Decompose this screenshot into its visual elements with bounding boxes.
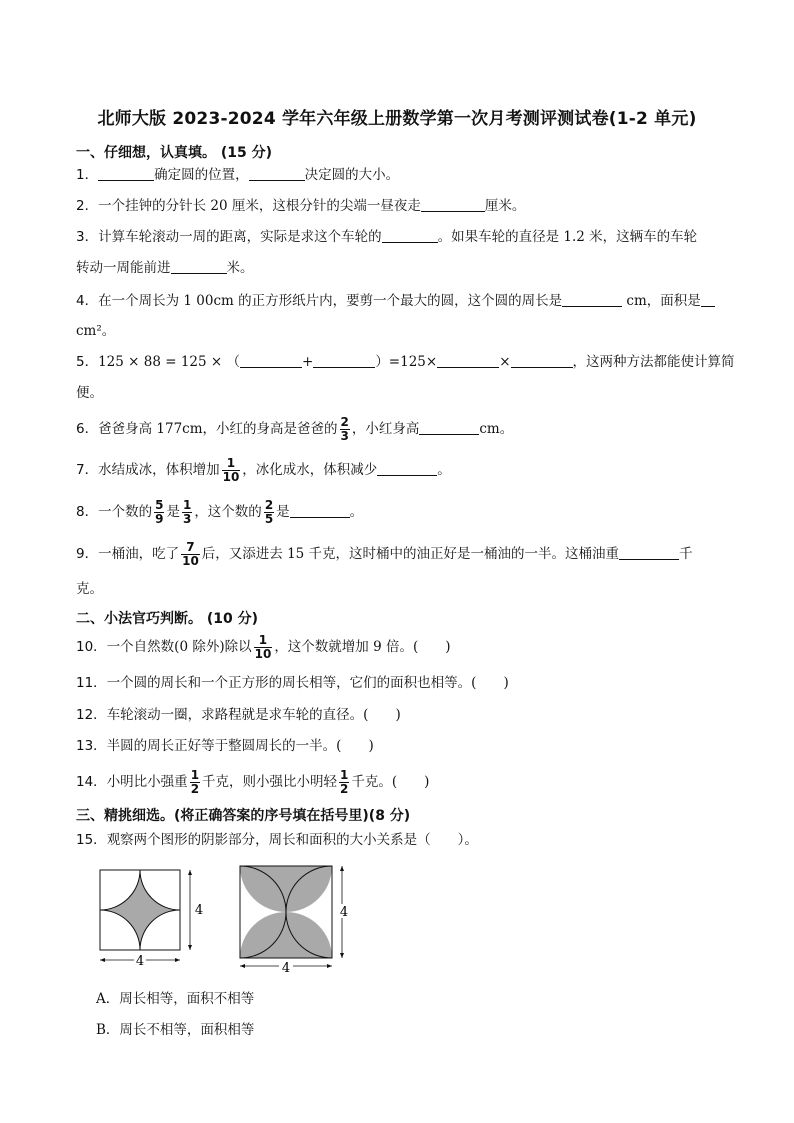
- question-number: 13．: [76, 738, 107, 754]
- denominator: 3: [340, 429, 349, 443]
- question-number: 4．: [76, 293, 99, 309]
- question-text: ，这个数的: [194, 504, 262, 520]
- question-number: 1．: [76, 167, 99, 183]
- question-number: 6．: [76, 421, 99, 437]
- question-text: 半圆的周长正好等于整圆周长的一半。( ): [106, 738, 374, 754]
- answer-blank[interactable]: [377, 461, 437, 476]
- fraction: [264, 499, 274, 526]
- question-number: 10．: [76, 639, 107, 655]
- question-text: 米。: [226, 260, 254, 276]
- question-15: [76, 825, 746, 855]
- denominator: 10: [222, 470, 240, 484]
- denominator: 5: [264, 512, 274, 526]
- question-text: 125 × 88 = 125 × （: [98, 354, 240, 370]
- question-text: 千: [679, 546, 693, 562]
- numerator: 1: [190, 768, 200, 782]
- fraction: [222, 457, 241, 484]
- question-8: [76, 497, 746, 527]
- question-number: 14．: [76, 774, 107, 790]
- question-9-line-2: [76, 574, 746, 604]
- figure-square-semicircles: [234, 862, 354, 974]
- question-text: cm²。: [76, 323, 116, 339]
- arrow-head: [175, 958, 180, 962]
- question-text: 一个数的: [98, 504, 153, 520]
- question-text: 一桶油，吃了: [98, 546, 180, 562]
- section-heading-judge: 二、小法官巧判断。 (10 分): [76, 611, 259, 627]
- option-a[interactable]: A．周长相等，面积不相等: [96, 991, 255, 1007]
- question-6: [76, 414, 746, 444]
- numerator: 2: [264, 498, 274, 512]
- numerator: 1: [258, 633, 268, 647]
- option-b[interactable]: B．周长不相等，面积相等: [96, 1022, 255, 1038]
- question-text: 是: [276, 504, 290, 520]
- question-text: cm。: [479, 421, 514, 437]
- question-10: [76, 632, 746, 662]
- question-3: [76, 222, 746, 252]
- question-number: 9．: [76, 546, 99, 562]
- answer-blank[interactable]: [511, 353, 573, 368]
- arrow-head: [188, 945, 192, 950]
- denominator: 3: [182, 512, 192, 526]
- numerator: 1: [182, 498, 192, 512]
- question-text: 水结成冰，体积增加: [98, 462, 220, 478]
- arrow-head: [240, 964, 245, 968]
- question-text: cm，面积是: [622, 293, 701, 309]
- dimension-label-bottom: 4: [135, 954, 145, 969]
- question-text: 一个自然数(0 除外)除以: [106, 639, 252, 655]
- answer-blank[interactable]: [419, 420, 479, 435]
- question-2: [76, 191, 746, 221]
- question-number: 2．: [76, 198, 99, 214]
- answer-blank[interactable]: [249, 166, 305, 181]
- question-text: ×: [499, 354, 511, 370]
- question-text: 是: [166, 504, 180, 520]
- section-heading-choice: 三、精挑细选。(将正确答案的序号填在括号里)(8 分): [76, 808, 411, 824]
- question-number: 8．: [76, 504, 99, 520]
- arrow-head: [340, 866, 344, 871]
- question-text: 在一个周长为 1 00cm 的正方形纸片内，要剪一个最大的圆，这个圆的周长是: [98, 293, 563, 309]
- answer-blank[interactable]: [313, 353, 375, 368]
- question-text: 计算车轮滚动一周的距离，实际是求这个车轮的: [98, 229, 382, 245]
- question-14: [76, 767, 746, 797]
- question-11: [76, 668, 746, 698]
- answer-blank[interactable]: [562, 292, 622, 307]
- question-13: [76, 731, 746, 761]
- question-number: 7．: [76, 462, 99, 478]
- question-text: 观察两个图形的阴影部分，周长和面积的大小关系是（ ）。: [106, 832, 478, 848]
- arrow-head: [100, 958, 105, 962]
- question-text: 一个挂钟的分针长 20 厘米，这根分针的尖端一昼夜走: [98, 198, 421, 214]
- question-number: 11．: [76, 675, 107, 691]
- page-title: 北师大版 2023-2024 学年六年级上册数学第一次月考测评测试卷(1-2 单元): [97, 109, 697, 129]
- question-4: [76, 286, 746, 316]
- question-7: [76, 455, 746, 485]
- answer-blank[interactable]: [98, 166, 154, 181]
- question-text: 。如果车轮的直径是 1.2 米，这辆车的车轮: [437, 229, 698, 245]
- fraction: [181, 541, 200, 568]
- answer-blank[interactable]: [240, 353, 302, 368]
- question-text: 确定圆的位置，: [154, 167, 249, 183]
- question-5: [76, 347, 746, 377]
- question-text: 千克，则小强比小明轻: [202, 774, 338, 790]
- question-number: 15．: [76, 832, 107, 848]
- question-number: 12．: [76, 707, 107, 723]
- numerator: 1: [226, 456, 236, 470]
- question-text: 爸爸身高 177cm，小红的身高是爸爸的: [98, 421, 338, 437]
- answer-blank[interactable]: [382, 228, 438, 243]
- question-text: ）=125×: [375, 354, 438, 370]
- figure-square-star: [92, 862, 207, 972]
- dimension-label-bottom: 4: [281, 961, 291, 974]
- answer-blank[interactable]: [421, 197, 485, 212]
- fraction: [182, 499, 192, 526]
- question-number: 3．: [76, 229, 99, 245]
- question-text: ，小红身高: [351, 421, 420, 437]
- question-text: 厘米。: [484, 198, 526, 214]
- denominator: 10: [254, 647, 272, 661]
- question-5-line-2: [76, 378, 746, 408]
- question-text: 便。: [76, 385, 103, 401]
- arrow-head: [340, 953, 344, 958]
- question-text: 车轮滚动一圈，求路程就是求车轮的直径。( ): [106, 707, 401, 723]
- question-text: 克。: [76, 581, 103, 597]
- question-text: 千克。( ): [351, 774, 430, 790]
- answer-blank[interactable]: [171, 259, 227, 274]
- question-text: ，冰化成水，体积减少: [242, 462, 378, 478]
- fraction: [154, 499, 164, 526]
- denominator: 10: [182, 554, 199, 568]
- answer-blank[interactable]: [701, 292, 715, 307]
- numerator: 2: [340, 415, 349, 429]
- question-text: ，这个数就增加 9 倍。( ): [274, 639, 451, 655]
- answer-blank[interactable]: [619, 545, 679, 560]
- question-12: [76, 700, 746, 730]
- numerator: 1: [340, 768, 349, 782]
- fraction: [190, 769, 200, 796]
- question-text: +: [302, 354, 314, 370]
- denominator: 2: [340, 782, 349, 796]
- denominator: 9: [155, 512, 164, 526]
- arrow-head: [327, 964, 332, 968]
- question-number: 5．: [76, 354, 99, 370]
- fraction: [254, 634, 273, 661]
- question-text: 。: [437, 462, 451, 478]
- question-text: 小明比小强重: [106, 774, 188, 790]
- answer-blank[interactable]: [290, 503, 350, 518]
- question-text: 决定圆的大小。: [304, 167, 400, 183]
- shaded-region: [100, 870, 180, 950]
- dimension-label-side: 4: [339, 905, 349, 920]
- question-4-line-2: [76, 316, 746, 346]
- question-text: ，这两种方法都能使计算简: [572, 354, 735, 370]
- question-text: 一个圆的周长和一个正方形的周长相等，它们的面积也相等。( ): [106, 675, 509, 691]
- numerator: 5: [155, 498, 164, 512]
- question-text: 。: [349, 504, 364, 520]
- question-9: [76, 539, 746, 569]
- fraction: [339, 769, 349, 796]
- arrow-head: [188, 870, 192, 875]
- question-1: [76, 160, 746, 190]
- question-3-line-2: [76, 253, 746, 283]
- denominator: 2: [190, 782, 200, 796]
- numerator: 7: [186, 540, 195, 554]
- section-heading-fill: 一、仔细想，认真填。 (15 分): [76, 145, 273, 161]
- question-text: 转动一周能前进: [76, 260, 171, 276]
- question-text: 后，又添进去 15 千克，这时桶中的油正好是一桶油的一半。这桶油重: [201, 546, 620, 562]
- answer-blank[interactable]: [437, 353, 499, 368]
- fraction: [340, 416, 350, 443]
- dimension-label-side: 4: [194, 903, 204, 918]
